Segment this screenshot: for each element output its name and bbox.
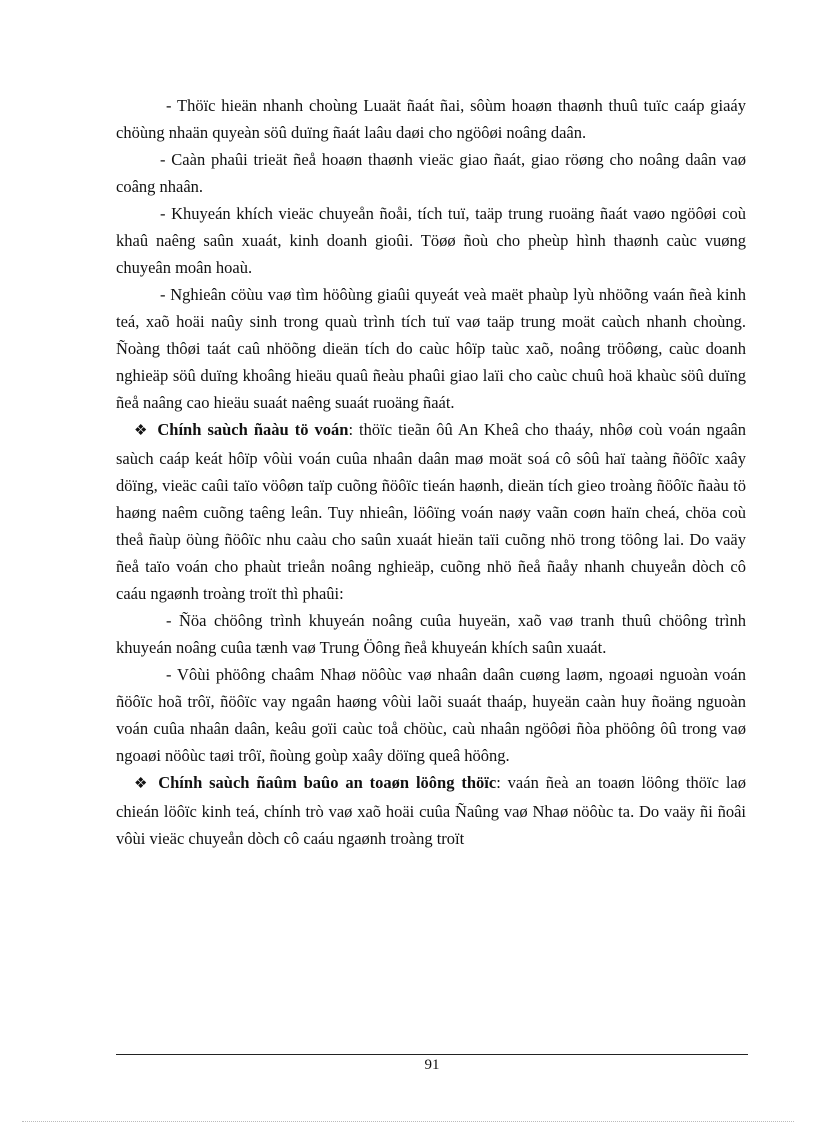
footer-divider — [116, 1054, 748, 1055]
paragraph-food-security-policy: ❖ Chính saùch ñaûm baûo an toaøn löông thöïc: vaán ñeà an toaøn löông thöïc laø chieán löôïc kinh teá, chính trò vaø xaõ hoäi cuûa Ñaûng vaø Nhaø nöôùc ta. Do vaäy ñi ñoâi vôùi vieäc chuyeån dòch cô caáu ngaønh troàng troït — [116, 773, 747, 848]
body-text — [116, 92, 746, 852]
diamond-bullet-icon: ❖ — [134, 423, 150, 439]
page-number: 91 — [424, 1057, 440, 1073]
paragraph-land-allocation: - Caàn phaûi trieät ñeå hoaøn thaønh vieäc giao ñaát, giao röøng cho noâng daân vaø coâng nhaân. — [116, 150, 746, 196]
section-heading-food-security: Chính saùch ñaûm baûo an toaøn löông thöïc — [158, 773, 497, 792]
paragraph-extension-program: - Ñöa chöông trình khuyeán noâng cuûa huyeän, xaõ vaø tranh thuû chöông trình khuyeán noâng cuûa tænh vaø Trung Öông ñeå khuyeán khích saûn xuaát. — [116, 611, 746, 657]
paragraph-legal-research: - Nghieân cöùu vaø tìm höôùng giaûi quyeát veà maët phaùp lyù nhöõng vaán ñeà kinh teá, xaõ hoäi naûy sinh trong quaù trình tích tuï vaø taäp trung moät caùch nhanh choùng. Ñoàng thôøi taát caû nhöõng dieän tích do caùc hôïp taùc xaõ, noâng tröôøng, caùc doanh nghieäp söû duïng khoâng hieäu quaû ñeàu phaûi giao laïi cho caùc chuû hoä khaùc söû duïng ñeå naâng cao hieäu suaát naêng suaát ruoäng ñaát. — [116, 285, 746, 412]
page-bottom-edge — [22, 1121, 794, 1122]
paragraph-land-consolidation: - Khuyeán khích vieäc chuyeån ñoåi, tích tuï, taäp trung ruoäng ñaát vaøo ngöôøi coù khaû naêng saûn xuaát, kinh doanh gioûi. Töøø ñoù cho pheùp hình thaønh caùc vuøng chuyeân moân hoaù. — [116, 204, 746, 277]
paragraph-investment-policy: ❖ Chính saùch ñaàu tö voán: thöïc tieãn ôû An Kheâ cho thaáy, nhôø coù voán ngaân saùch caáp keát hôïp vôùi voán cuûa nhaân daân maø moät soá cô sôû haï taàng ñöôïc xaây döïng, vieäc caûi taïo vöôøn taïp cuõng ñöôïc tieán haønh, dieän tích gieo troàng ñöôïc ñaàu tö haøng naêm cuõng taêng leân. Tuy nhieân, löôïng voán naøy vaãn coøn haïn cheá, chöa coù theå ñaùp öùng ñöôïc nhu caàu cho saûn xuaát hieän taïi cuõng nhö trong töông lai. Do vaäy ñeå taïo voán cho phaùt trieån noâng nghieäp, cuõng nhö ñeå ñaåy nhanh chuyeån dòch cô caáu ngaønh troàng troït thì phaûi: — [116, 420, 746, 603]
paragraph-land-certificate: - Thöïc hieän nhanh choùng Luaät ñaát ñai, sôùm hoaøn thaønh thuû tuïc caáp giaáy chöùng nhaän quyeàn söû duïng ñaát laâu daøi cho ngöôøi noâng daân. — [116, 96, 746, 142]
paragraph-capital-mobilization: - Vôùi phöông chaâm Nhaø nöôùc vaø nhaân daân cuøng laøm, ngoaøi nguoàn voán ñöôïc hoã trôï, ñöôïc vay ngaân haøng vôùi laõi suaát thaáp, huyeän caàn huy ñoäng nguoàn voán cuûa nhaân daân, keâu goïi caùc toå chöùc, caù nhaân ngöôøi ñòa phöông ôû trong vaø ngoaøi nöôùc taøi trôï, ñoùng goùp xaây döïng queâ höông. — [116, 665, 746, 765]
section-heading-investment: Chính saùch ñaàu tö voán — [157, 420, 349, 439]
diamond-bullet-icon: ❖ — [134, 776, 151, 792]
